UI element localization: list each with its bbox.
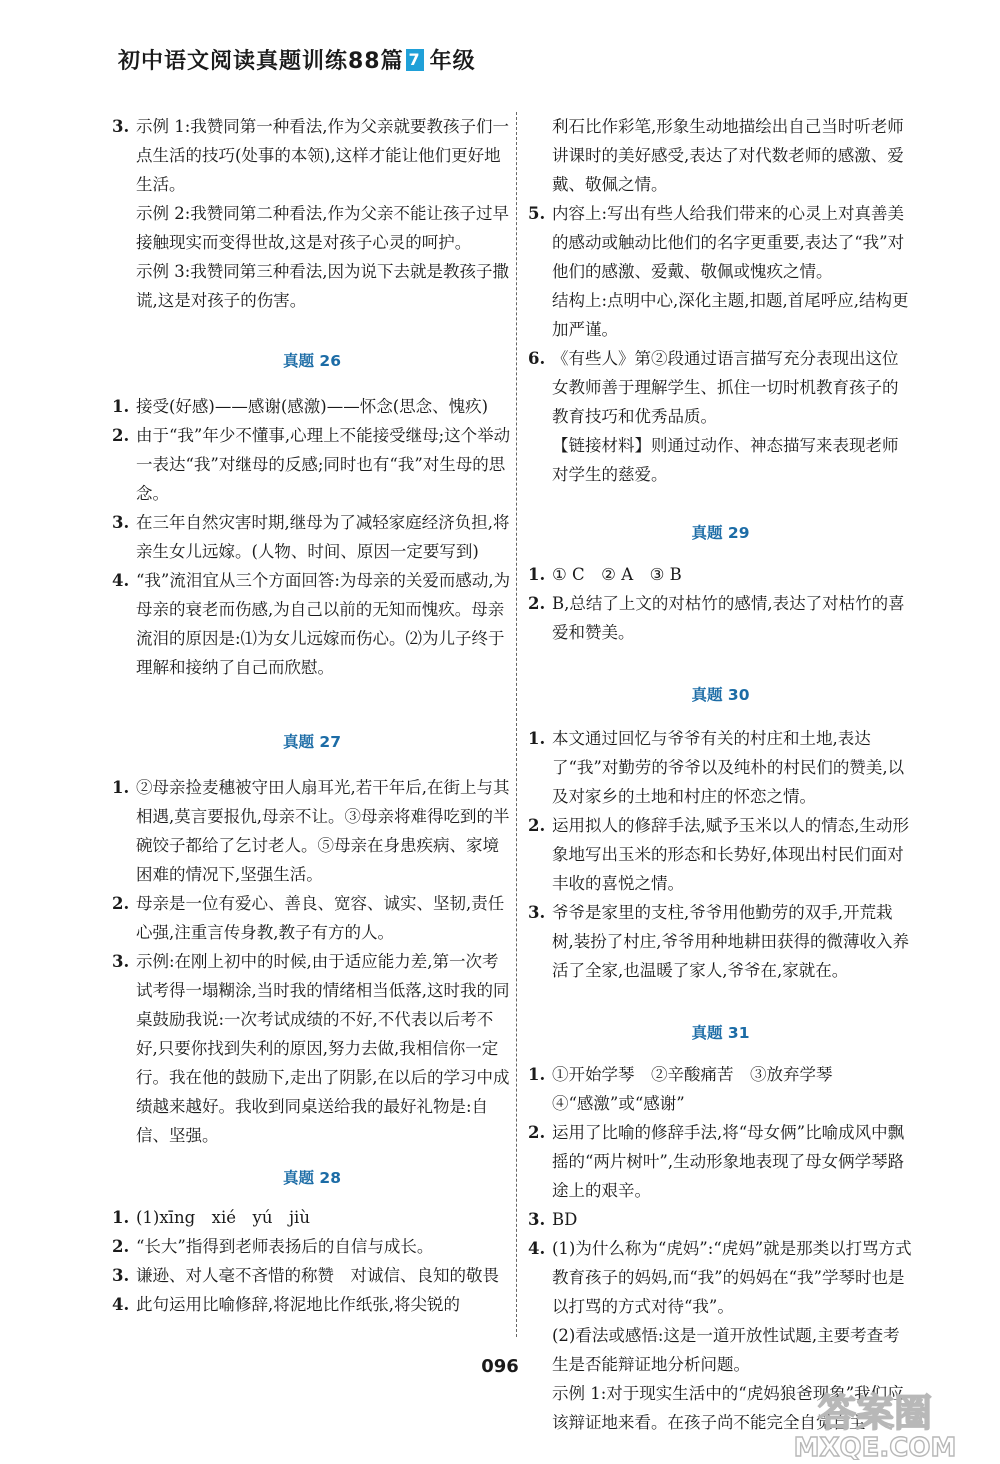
answer-text: 《有些人》第②段通过语言描写充分表现出这位女教师善于理解学生、抓住一切时机教育孩子的教育技巧和优秀品质。 — [552, 349, 899, 426]
answer-item — [112, 508, 512, 566]
item-number: 4. — [112, 1295, 130, 1314]
answer-item — [112, 566, 512, 682]
answer-item — [112, 1232, 512, 1261]
answer-item — [112, 773, 512, 889]
answer-text: (1)为什么称为“虎妈”:“虎妈”就是那类以打骂方式教育孩子的妈妈,而“我”的妈妈在“我”学琴时也是以打骂的方式对待“我”。 — [552, 1239, 912, 1316]
item-number: 1. — [528, 565, 546, 584]
answer-text: 接受(好感)——感谢(感激)——怀念(思念、愧疚) — [136, 397, 489, 416]
answer-text: 由于“我”年少不懂事,心理上不能接受继母;这个举动一表达“我”对继母的反感;同时也有“我”对生母的思念。 — [136, 426, 511, 503]
answer-text: 本文通过回忆与爷爷有关的村庄和土地,表达了“我”对勤劳的爷爷以及纯朴的村民们的赞美,以及对家乡的土地和村庄的怀恋之情。 — [552, 729, 905, 806]
section-title: 真题 29 — [691, 524, 750, 542]
answer-item — [528, 1205, 913, 1234]
item-number: 1. — [112, 1208, 130, 1227]
column-divider — [516, 112, 517, 1337]
answer-text: 示例 1:对于现实生活中的“虎妈狼爸现象”我们应该辩证地来看。在孩子尚不能完全自觉自主 — [552, 1384, 904, 1432]
item-number: 2. — [528, 594, 546, 613]
item-number: 4. — [112, 571, 130, 590]
answer-item — [112, 1290, 512, 1319]
grade-badge: 7 — [406, 49, 424, 71]
answer-text: (2)看法或感悟:这是一道开放性试题,主要考查考生是否能辩证地分析问题。 — [552, 1326, 900, 1374]
answer-item — [528, 589, 913, 647]
answer-text: 此句运用比喻修辞,将泥地比作纸张,将尖锐的 — [136, 1295, 460, 1314]
answer-text: 示例 1:我赞同第一种看法,作为父亲就要教孩子们一点生活的技巧(处事的本领),这样才能让他们更好地生活。 — [136, 117, 510, 194]
section-title: 真题 26 — [283, 352, 341, 370]
answer-text: 【链接材料】则通过动作、神态描写来表现老师对学生的慈爱。 — [552, 436, 899, 484]
answer-text: ④“感激”或“感谢” — [552, 1094, 685, 1113]
answer-text: 示例 2:我赞同第二种看法,作为父亲不能让孩子过早接触现实而变得世故,这是对孩子心灵的呵护。 — [136, 204, 510, 252]
item-number: 4. — [528, 1239, 546, 1258]
item-number: 1. — [112, 778, 130, 797]
section-title: 真题 31 — [691, 1024, 750, 1042]
answer-item — [528, 344, 913, 489]
answer-item — [528, 898, 913, 985]
item-number: 2. — [112, 1237, 130, 1256]
item-number: 3. — [528, 1210, 546, 1229]
watermark-url: MXQE.COM — [793, 1433, 957, 1460]
item-number: 1. — [112, 397, 130, 416]
item-number: 2. — [528, 1123, 546, 1142]
answer-continuation: 利石比作彩笔,形象生动地描绘出自己当时听老师讲课时的美好感受,表达了对代数老师的感激、爱戴、敬佩之情。 — [552, 117, 904, 194]
item-number: 5. — [528, 204, 546, 223]
answer-item — [112, 392, 512, 421]
answer-text: 爷爷是家里的支柱,爷爷用他勤劳的双手,开荒栽树,装扮了村庄,爷爷用种地耕田获得的微薄收入养活了全家,也温暖了家人,爷爷在,家就在。 — [552, 903, 909, 980]
left-column — [112, 112, 512, 1319]
answer-text: 谦逊、对人毫不吝惜的称赞 对诚信、良知的敬畏 — [136, 1266, 499, 1285]
answer-item — [112, 1261, 512, 1290]
header-title: 初中语文阅读真题训练88篇 — [118, 49, 404, 74]
answer-text: “我”流泪宜从三个方面回答:为母亲的关爱而感动,为母亲的衰老而伤感,为自己以前的无知而愧疚。母亲流泪的原因是:⑴为女儿远嫁而伤心。⑵为儿子终于理解和接纳了自己而欣慰。 — [136, 571, 511, 677]
answer-item — [528, 811, 913, 898]
answer-item — [528, 1118, 913, 1205]
item-number: 3. — [528, 903, 546, 922]
answer-item — [112, 947, 512, 1150]
answer-item — [528, 199, 913, 344]
answer-text: ① C ② A ③ B — [552, 565, 682, 584]
section-title: 真题 27 — [283, 733, 341, 751]
header-grade-label: 年级 — [429, 49, 476, 74]
answer-item — [112, 1203, 512, 1232]
answer-text: “长大”指得到老师表扬后的自信与成长。 — [136, 1237, 434, 1256]
answer-item — [112, 889, 512, 947]
answer-text: 运用了比喻的修辞手法,将“母女俩”比喻成风中飘摇的“两片树叶”,生动形象地表现了母女俩学琴路途上的艰辛。 — [552, 1123, 905, 1200]
item-number: 1. — [528, 729, 546, 748]
pinyin-answer: (1)xīng xié yú jiù — [136, 1208, 310, 1227]
answer-text: 在三年自然灾害时期,继母为了减轻家庭经济负担,将亲生女儿远嫁。(人物、时间、原因一定要写到) — [136, 513, 510, 561]
answer-text: ①开始学琴 ②辛酸痛苦 ③放弃学琴 — [552, 1065, 833, 1084]
answer-item — [112, 112, 512, 315]
right-column — [528, 112, 913, 1437]
answer-item — [112, 421, 512, 508]
section-title: 真题 30 — [691, 686, 750, 704]
answer-text: 运用拟人的修辞手法,赋予玉米以人的情态,生动形象地写出玉米的形态和长势好,体现出村民们面对丰收的喜悦之情。 — [552, 816, 909, 893]
item-number: 1. — [528, 1065, 546, 1084]
answer-text: ②母亲捡麦穗被守田人扇耳光,若干年后,在街上与其相遇,莫言要报仇,母亲不让。③母亲将难得吃到的半碗饺子都给了乞讨老人。⑤母亲在身患疾病、家境困难的情况下,坚强生活。 — [136, 778, 510, 884]
answer-text: BD — [552, 1210, 578, 1229]
answer-text: 结构上:点明中心,深化主题,扣题,首尾呼应,结构更加严谨。 — [552, 291, 909, 339]
watermark-logo — [775, 1386, 980, 1460]
item-number: 2. — [528, 816, 546, 835]
answer-text: 母亲是一位有爱心、善良、宽容、诚实、坚韧,责任心强,注重言传身教,教子有方的人。 — [136, 894, 505, 942]
item-number: 6. — [528, 349, 546, 368]
item-number: 2. — [112, 894, 130, 913]
watermark-text: 答案圈 — [817, 1391, 933, 1435]
answer-text: 内容上:写出有些人给我们带来的心灵上对真善美的感动或触动比他们的名字更重要,表达了“我”对他们的感激、爱戴、敬佩或愧疚之情。 — [552, 204, 905, 281]
answer-item — [528, 1060, 913, 1118]
item-number: 3. — [112, 513, 130, 532]
item-number: 3. — [112, 117, 130, 136]
answer-text: 示例:在刚上初中的时候,由于适应能力差,第一次考试考得一塌糊涂,当时我的情绪相当低落,这时我的同桌鼓励我说:一次考试成绩的不好,不代表以后考不好,只要你找到失利的原因,努力去做,我相信你一定行。我在他的鼓励下,走出了阴影,在以后的学习中成绩越来越好。我收到同桌送给我的最好礼物是:自信、坚强。 — [136, 952, 510, 1145]
book-header — [118, 44, 476, 75]
answer-text: B,总结了上文的对枯竹的感情,表达了对枯竹的喜爱和赞美。 — [552, 594, 905, 642]
answer-item — [528, 724, 913, 811]
item-number: 3. — [112, 1266, 130, 1285]
answer-text: 示例 3:我赞同第三种看法,因为说下去就是教孩子撒谎,这是对孩子的伤害。 — [136, 262, 510, 310]
item-number: 3. — [112, 952, 130, 971]
item-number: 2. — [112, 426, 130, 445]
section-title: 真题 28 — [283, 1169, 341, 1187]
answer-item — [528, 560, 913, 589]
page-number: 096 — [481, 1356, 519, 1377]
